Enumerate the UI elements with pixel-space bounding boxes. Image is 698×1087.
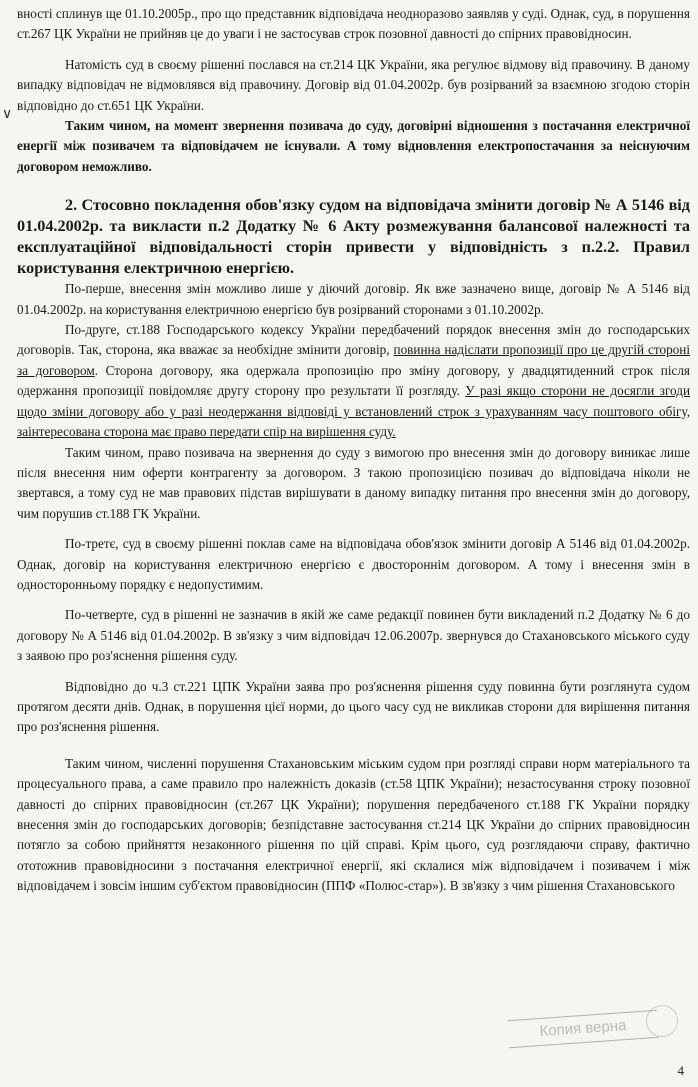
paragraph-3-conclusion: Таким чином, на момент звернення позивача до суду, договірні відношення з постачання електричної енергії між позивачем та відповідачем не існували. А тому відновлення електропостачання за неіснуючим договором неможливо.: [17, 118, 690, 174]
paragraph-1: вності сплинув ще 01.10.2005р., про що представник відповідача неодноразово заявляв у суді. Однак, суд, в порушення ст.267 ЦК України не прийняв це до уваги і не застосував строк позовної давності до спірних правовідносин.: [17, 6, 690, 42]
page-number: 4: [677, 1062, 684, 1078]
paragraph-8: По-четверте, суд в рішенні не зазначив в якій же саме редакції повинен бути викладений п.2 Додатку № 6 до договору № А 5146 від 01.04.2002р. В зв'язку з чим відповідач 12.06.2007р. звернувся до Стахановського міського суду з заявою про роз'яснення рішення суду.: [17, 607, 690, 664]
margin-check-mark: ∨: [2, 106, 13, 122]
paragraph-6: Таким чином, право позивача на звернення до суду з вимогою про внесення змін до договору виникає лише після внесення ним оферти контрагенту за договором. З такою пропозицією позивач до відповідача ніколи не звертався, а тому суд не мав правових підстав вирішувати в даному випадку питання про внесення змін до договору, чим порушив ст.188 ГК України.: [17, 444, 690, 521]
paragraph-7: По-третє, суд в своєму рішенні поклав саме на відповідача обов'язок змінити договір А 5146 від 01.04.2002р. Однак, договір на користування електричною енергією є двостороннім договором. А тому і внесення змін в односторонньому порядку є недопустимим.: [17, 536, 690, 592]
paragraph-4: По-перше, внесення змін можливо лише у діючий договір. Як вже зазначено вище, договір № А 5146 від 01.04.2002р. на користування електричною енергією був розірваний сторонами з 01.10.2002р.: [17, 281, 690, 317]
paragraph-9: Відповідно до ч.3 ст.221 ЦПК України заява про роз'яснення рішення суду повинна бути розглянута судом протягом десяти днів. Однак, в порушення цієї норми, до цього часу суд не викликав сторони для вирішення питання про роз'яснення рішення.: [17, 678, 690, 735]
paragraph-5-part-a: По-друге, ст.188 Господарського кодексу України передбачений порядок внесення змін до господарських договорів. Так, сторона, яка вважає за необхідне змінити договір,: [17, 322, 690, 358]
paragraph-5-underlined-a: повинна надіслати пропозиції про це другій стороні за договором: [17, 342, 690, 378]
copy-stamp: Копия верна: [507, 1010, 659, 1048]
section-2-heading: 2. Стосовно покладення обов'язку судом на відповідача змінити договір № А 5146 від 01.04.2002р. та викласти п.2 Додатку № 6 Акту розмежування балансової належності та експлуатаційної відповідальності сторін привести у відповідність з п.2.2. Правил користування електричною енергією.: [17, 196, 690, 278]
paragraph-5: [17, 320, 690, 442]
paragraph-5-part-c: . Сторона договору, яка одержала пропозицію про зміну договору, у двадцятиденний строк після одержання пропозиції повідомляє другу сторону про результати її розгляду.: [17, 362, 690, 399]
paragraph-10: Таким чином, численні порушення Стахановським міським судом при розгляді справи норм матеріального та процесуального права, а саме правило про належність доказів (ст.58 ЦПК України); незастосування строку позовної давності до спірних правовідносин (ст.267 ЦК України); порушення передбаченого ст.188 ГК України порядку внесення змін до господарських договорів; безпідставне застосування ст.214 ЦК України до спірних правовідносин потягло за собою прийняття незаконного рішення по цій справі. Крім цього, суд розглядаючи справу, фактично ототожнив правовідносини з постачання електричної енергії, які склалися між відповідачем і позивачем і між відповідачем і зовсім іншим суб'єктом правовідносин (ППФ «Полюс-стар»). В зв'язку з чим рішення Стахановського: [17, 755, 690, 894]
paragraph-5-underlined-b: У разі якщо сторони не досягли згоди щодо зміни договору або у разі неодержання відповіді у встановлений строк з урахуванням часу поштового обігу, заінтересована сторона має право передати спір на вирішення суду.: [17, 383, 691, 440]
paragraph-2: Натомість суд в своєму рішенні послався на ст.214 ЦК України, яка регулює відмову від правочину. В даному випадку відповідач не відмовлявся від правочину. Договір від 01.04.2002р. був розірваний за взаємною згодою сторін відповідно до ст.651 ЦК України.: [17, 56, 690, 113]
